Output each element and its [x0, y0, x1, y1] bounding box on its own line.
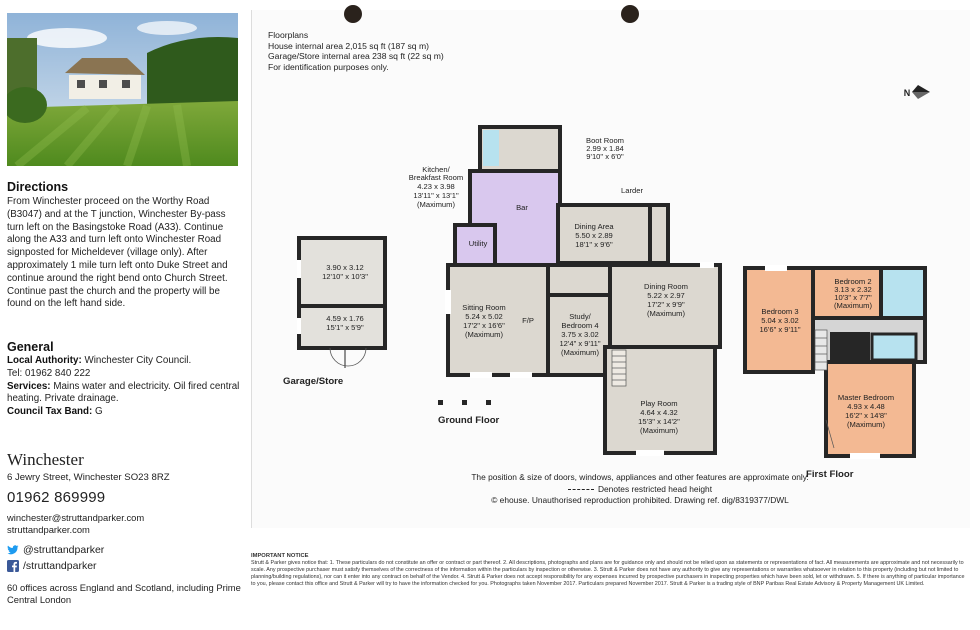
sitting-room-name: Sitting Room	[462, 303, 506, 312]
master-bedroom-dims: 4.93 x 4.48	[847, 402, 885, 411]
floorplan-title: Floorplans	[268, 30, 309, 40]
boot-room-imperial: 9'10" x 6'0"	[586, 152, 624, 161]
directions-heading: Directions	[7, 180, 69, 194]
restricted-height-swatch	[568, 489, 594, 490]
first-floor-label: First Floor	[806, 469, 854, 480]
bedroom-2-dims: 3.13 x 2.32	[834, 285, 872, 294]
compass-label: N	[903, 88, 911, 98]
offices-note: 60 offices across England and Scotland, including Prime Central London	[7, 582, 241, 605]
identification-note: For identification purposes only.	[268, 61, 389, 72]
garage-store-label: Garage/Store	[283, 376, 344, 387]
ground-floor-label: Ground Floor	[438, 415, 500, 426]
important-notice	[251, 553, 969, 588]
study-dims: 3.75 x 3.02	[561, 330, 599, 339]
council-tax-label: Council Tax Band:	[7, 406, 93, 418]
bedroom-3-dims: 5.04 x 3.02	[761, 316, 799, 325]
local-authority-label: Local Authority:	[7, 355, 82, 366]
kitchen-name-2: Breakfast Room	[408, 173, 464, 182]
play-room-dims: 4.64 x 4.32	[640, 408, 678, 417]
larder-name: Larder	[621, 186, 643, 195]
bedroom-2-name: Bedroom 2	[834, 277, 872, 286]
svg-text:15'1" x 5'9"	[326, 323, 364, 332]
garage-area: Garage/Store internal area 238 sq ft (22 sq m)	[268, 51, 444, 61]
dining-area-imperial: 18'1" x 9'6"	[575, 240, 613, 249]
study-max: (Maximum)	[561, 348, 599, 357]
dining-room-name: Dining Room	[644, 282, 688, 291]
bedroom-2-imperial: 10'3" x 7'7"	[834, 293, 872, 302]
council-tax-value: G	[95, 406, 103, 418]
twitter-handle: @struttandparker	[23, 544, 105, 556]
sitting-room-max: (Maximum)	[465, 330, 503, 339]
ground-floor-plan	[409, 127, 720, 456]
approximation-note: The position & size of doors, windows, appliances and other features are approximate only.	[471, 472, 809, 482]
study-imperial: 12'4" x 9'11"	[559, 339, 601, 348]
svg-text:4.59 x 1.76	[326, 314, 364, 323]
svg-text:3.90 x 3.12	[326, 263, 364, 272]
garage-lower-imperial: 15'1" x 5'9"	[326, 323, 364, 332]
north-compass-icon	[904, 85, 930, 99]
services-label: Services:	[7, 380, 51, 392]
sitting-room-dims: 5.24 x 5.02	[465, 312, 503, 321]
dining-room-dims: 5.22 x 2.97	[647, 291, 685, 300]
notice-text: Strutt & Parker gives notice that: 1. These particulars do not constitute an offer or contract or part thereof. 2. All descriptions, photographs and plans are for guidance only and should not be relied upon as statements or representations of fact. All measurements are approximate and not necessarily to scale. Any prospective purchaser must satisfy themselves of the correctness of the information within the particulars by inspection or otherwise. 3. Strutt & Parker does not have any authority to give any representations or warranties whatsoever in relation to this property (including but not limited to planning/building regulations), nor can it enter into any contract on behalf of the Vendor. 4. Strutt & Parker does not accept responsibility for any expenses incurred by prospective purchasers in inspecting properties which have been sold, let or withdrawn. 5. If there is anything of particular importance to you, please contact this office and Strutt & Parker will try to have the information checked for you. Photographs taken November 2017. Particulars prepared November 2017. Strutt & Parker is a trading style of BNP Paribas Real Estate Advisory & Property Management UK Limited.	[251, 560, 965, 587]
play-room-name: Play Room	[640, 399, 678, 408]
study-name-1: Study/	[569, 312, 591, 321]
dining-room-imperial: 17'2" x 9'9"	[647, 300, 685, 309]
garage-store-plan	[283, 238, 385, 387]
study-name-2: Bedroom 4	[561, 321, 599, 330]
bedroom-3-imperial: 16'6" x 9'11"	[759, 325, 801, 334]
dining-room-max: (Maximum)	[647, 309, 685, 318]
dining-area-dims: 5.50 x 2.89	[575, 231, 613, 240]
office-city: Winchester	[7, 450, 84, 469]
master-bedroom-imperial: 16'2" x 14'8"	[845, 411, 887, 420]
kitchen-imperial: 13'11" x 13'1"	[413, 191, 459, 200]
fireplace-label: F/P	[522, 316, 534, 325]
house-area: House internal area 2,015 sq ft (187 sq m)	[268, 40, 429, 51]
svg-text:12'10" x 10'3"	[322, 272, 368, 281]
garage-lower-dims: 4.59 x 1.76	[326, 314, 364, 323]
bedroom-3-name: Bedroom 3	[761, 307, 799, 316]
kitchen-dims: 4.23 x 3.98	[417, 182, 455, 191]
bedroom-2-max: (Maximum)	[834, 301, 872, 310]
garage-upper-dims: 3.90 x 3.12	[326, 263, 364, 272]
boot-room-dims: 2.99 x 1.84	[586, 144, 624, 153]
kitchen-max: (Maximum)	[417, 200, 455, 209]
services-value: Mains water and electricity. Oil fired central heating. Private drainage.	[7, 380, 240, 405]
general-heading: General	[7, 340, 54, 354]
local-authority-value: Winchester City Council.	[84, 355, 192, 366]
council-tel: Tel: 01962 840 222	[7, 367, 91, 379]
floorplan-notes	[430, 472, 850, 507]
bar-name: Bar	[516, 203, 528, 212]
master-bedroom-name: Master Bedroom	[837, 393, 895, 402]
kitchen-name-1: Kitchen/	[422, 165, 450, 174]
office-phone[interactable]: 01962 869999	[7, 489, 106, 506]
utility-name: Utility	[468, 239, 488, 248]
office-address: 6 Jewry Street, Winchester SO23 8RZ	[7, 472, 170, 483]
copyright-note: © ehouse. Unauthorised reproduction prohibited. Drawing ref. dig/8319377/DWL	[491, 495, 789, 505]
restricted-height-note: Denotes restricted head height	[597, 483, 713, 494]
garage-upper-imperial: 12'10" x 10'3"	[322, 272, 368, 281]
play-room-max: (Maximum)	[640, 426, 678, 435]
play-room-imperial: 15'3" x 14'2"	[638, 417, 680, 426]
sitting-room-imperial: 17'2" x 16'6"	[463, 321, 505, 330]
master-bedroom-max: (Maximum)	[847, 420, 885, 429]
dining-area-name: Dining Area	[574, 222, 614, 231]
office-website-link[interactable]: struttandparker.com	[7, 524, 90, 535]
facebook-handle: /struttandparker	[23, 560, 97, 572]
directions-text: From Winchester proceed on the Worthy Road (B3047) and at the T junction, Winchester By-pass turn left on the Basingstoke Road (A33). Continue along the A33 and turn left onto Winchester Road signposted for Micheldever (village only). After approximately 1 mile turn left onto Duke Street and continue around the right bend onto Church Street. Continue past the church and the property will be found on the left hand side.	[7, 196, 228, 310]
first-floor-plan	[745, 265, 925, 480]
office-email-link[interactable]: winchester@struttandparker.com	[7, 512, 145, 523]
boot-room-name: Boot Room	[586, 136, 624, 145]
notice-title: IMPORTANT NOTICE	[251, 553, 309, 559]
